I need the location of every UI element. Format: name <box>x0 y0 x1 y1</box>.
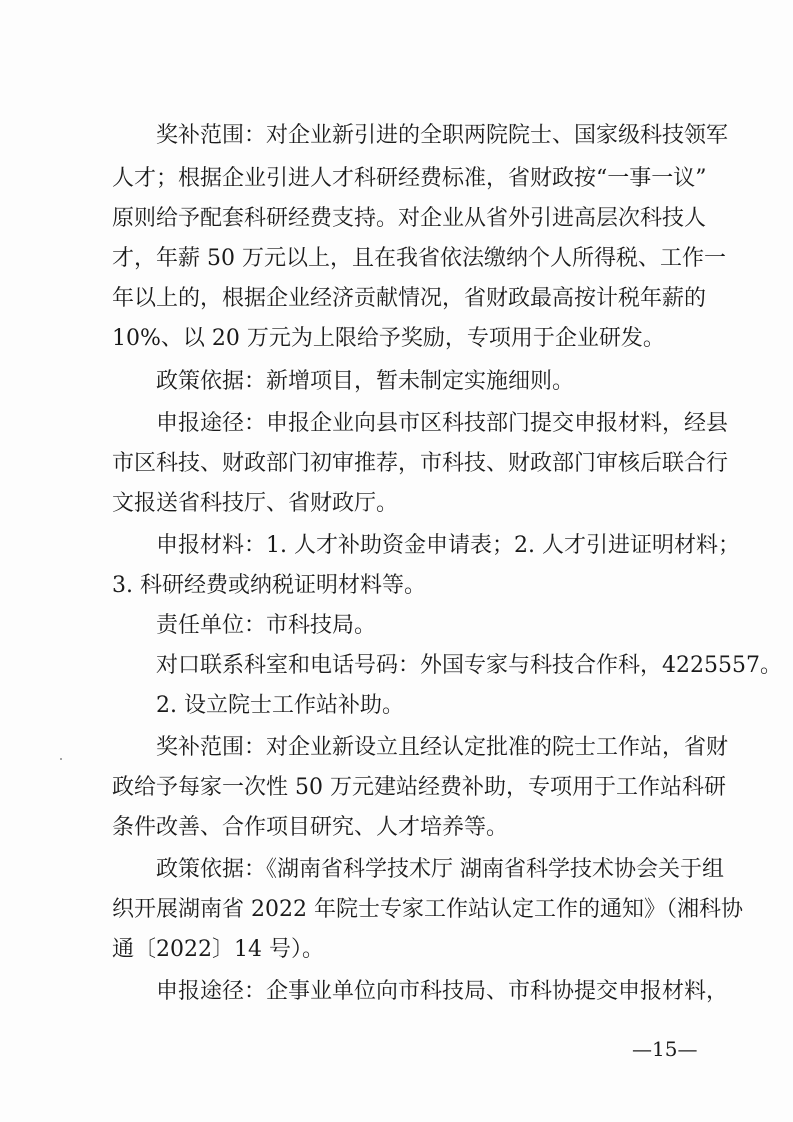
text-line: 申报材料：1. 人才补助资金申请表；2. 人才引进证明材料； <box>156 533 740 558</box>
text-line: 责任单位：市科技局。 <box>156 613 377 638</box>
text-line: 市区科技、财政部门初审推荐，市科技、财政部门审核后联合行 <box>112 451 729 476</box>
text-line: 政策依据：《湖南省科学技术厅 湖南省科学技术协会关于组 <box>156 857 724 882</box>
text-line: 人才；根据企业引进人才科研经费标准，省财政按“一事一议” <box>112 166 707 191</box>
text-line: 才，年薪 50 万元以上，且在我省依法缴纳个人所得税、工作一 <box>112 246 726 271</box>
text-line: 年以上的，根据企业经济贡献情况，省财政最高按计税年薪的 <box>112 286 707 311</box>
text-line: 文报送省科技厅、省财政厅。 <box>112 491 399 516</box>
page-number: —15— <box>632 1037 698 1061</box>
text-line: 织开展湖南省 2022 年院士专家工作站认定工作的通知》（湘科协 <box>112 897 743 922</box>
scan-speck <box>60 758 62 760</box>
text-line: 条件改善、合作项目研究、人才培养等。 <box>112 815 509 840</box>
text-line: 对口联系科室和电话号码：外国专家与科技合作科，4225557。 <box>156 653 782 678</box>
text-line: 政策依据：新增项目，暂未制定实施细则。 <box>156 369 575 394</box>
text-line: 申报途径：申报企业向县市区科技部门提交申报材料，经县 <box>156 411 729 436</box>
text-line: 10%、以 20 万元为上限给予奖励，专项用于企业研发。 <box>112 326 665 351</box>
text-line: 申报途径：企事业单位向市科技局、市科协提交申报材料， <box>156 979 729 1004</box>
text-line: 奖补范围：对企业新引进的全职两院院士、国家级科技领军 <box>156 123 729 148</box>
text-line: 3. 科研经费或纳税证明材料等。 <box>112 573 426 598</box>
text-line: 通〔2022〕14 号）。 <box>112 937 324 962</box>
text-line: 奖补范围：对企业新设立且经认定批准的院士工作站，省财 <box>156 735 729 760</box>
text-line: 原则给予配套科研经费支持。对企业从省外引进高层次科技人 <box>112 206 707 231</box>
section-heading: 2. 设立院士工作站补助。 <box>156 693 404 718</box>
text-line: 政给予每家一次性 50 万元建站经费补助，专项用于工作站科研 <box>112 775 726 800</box>
